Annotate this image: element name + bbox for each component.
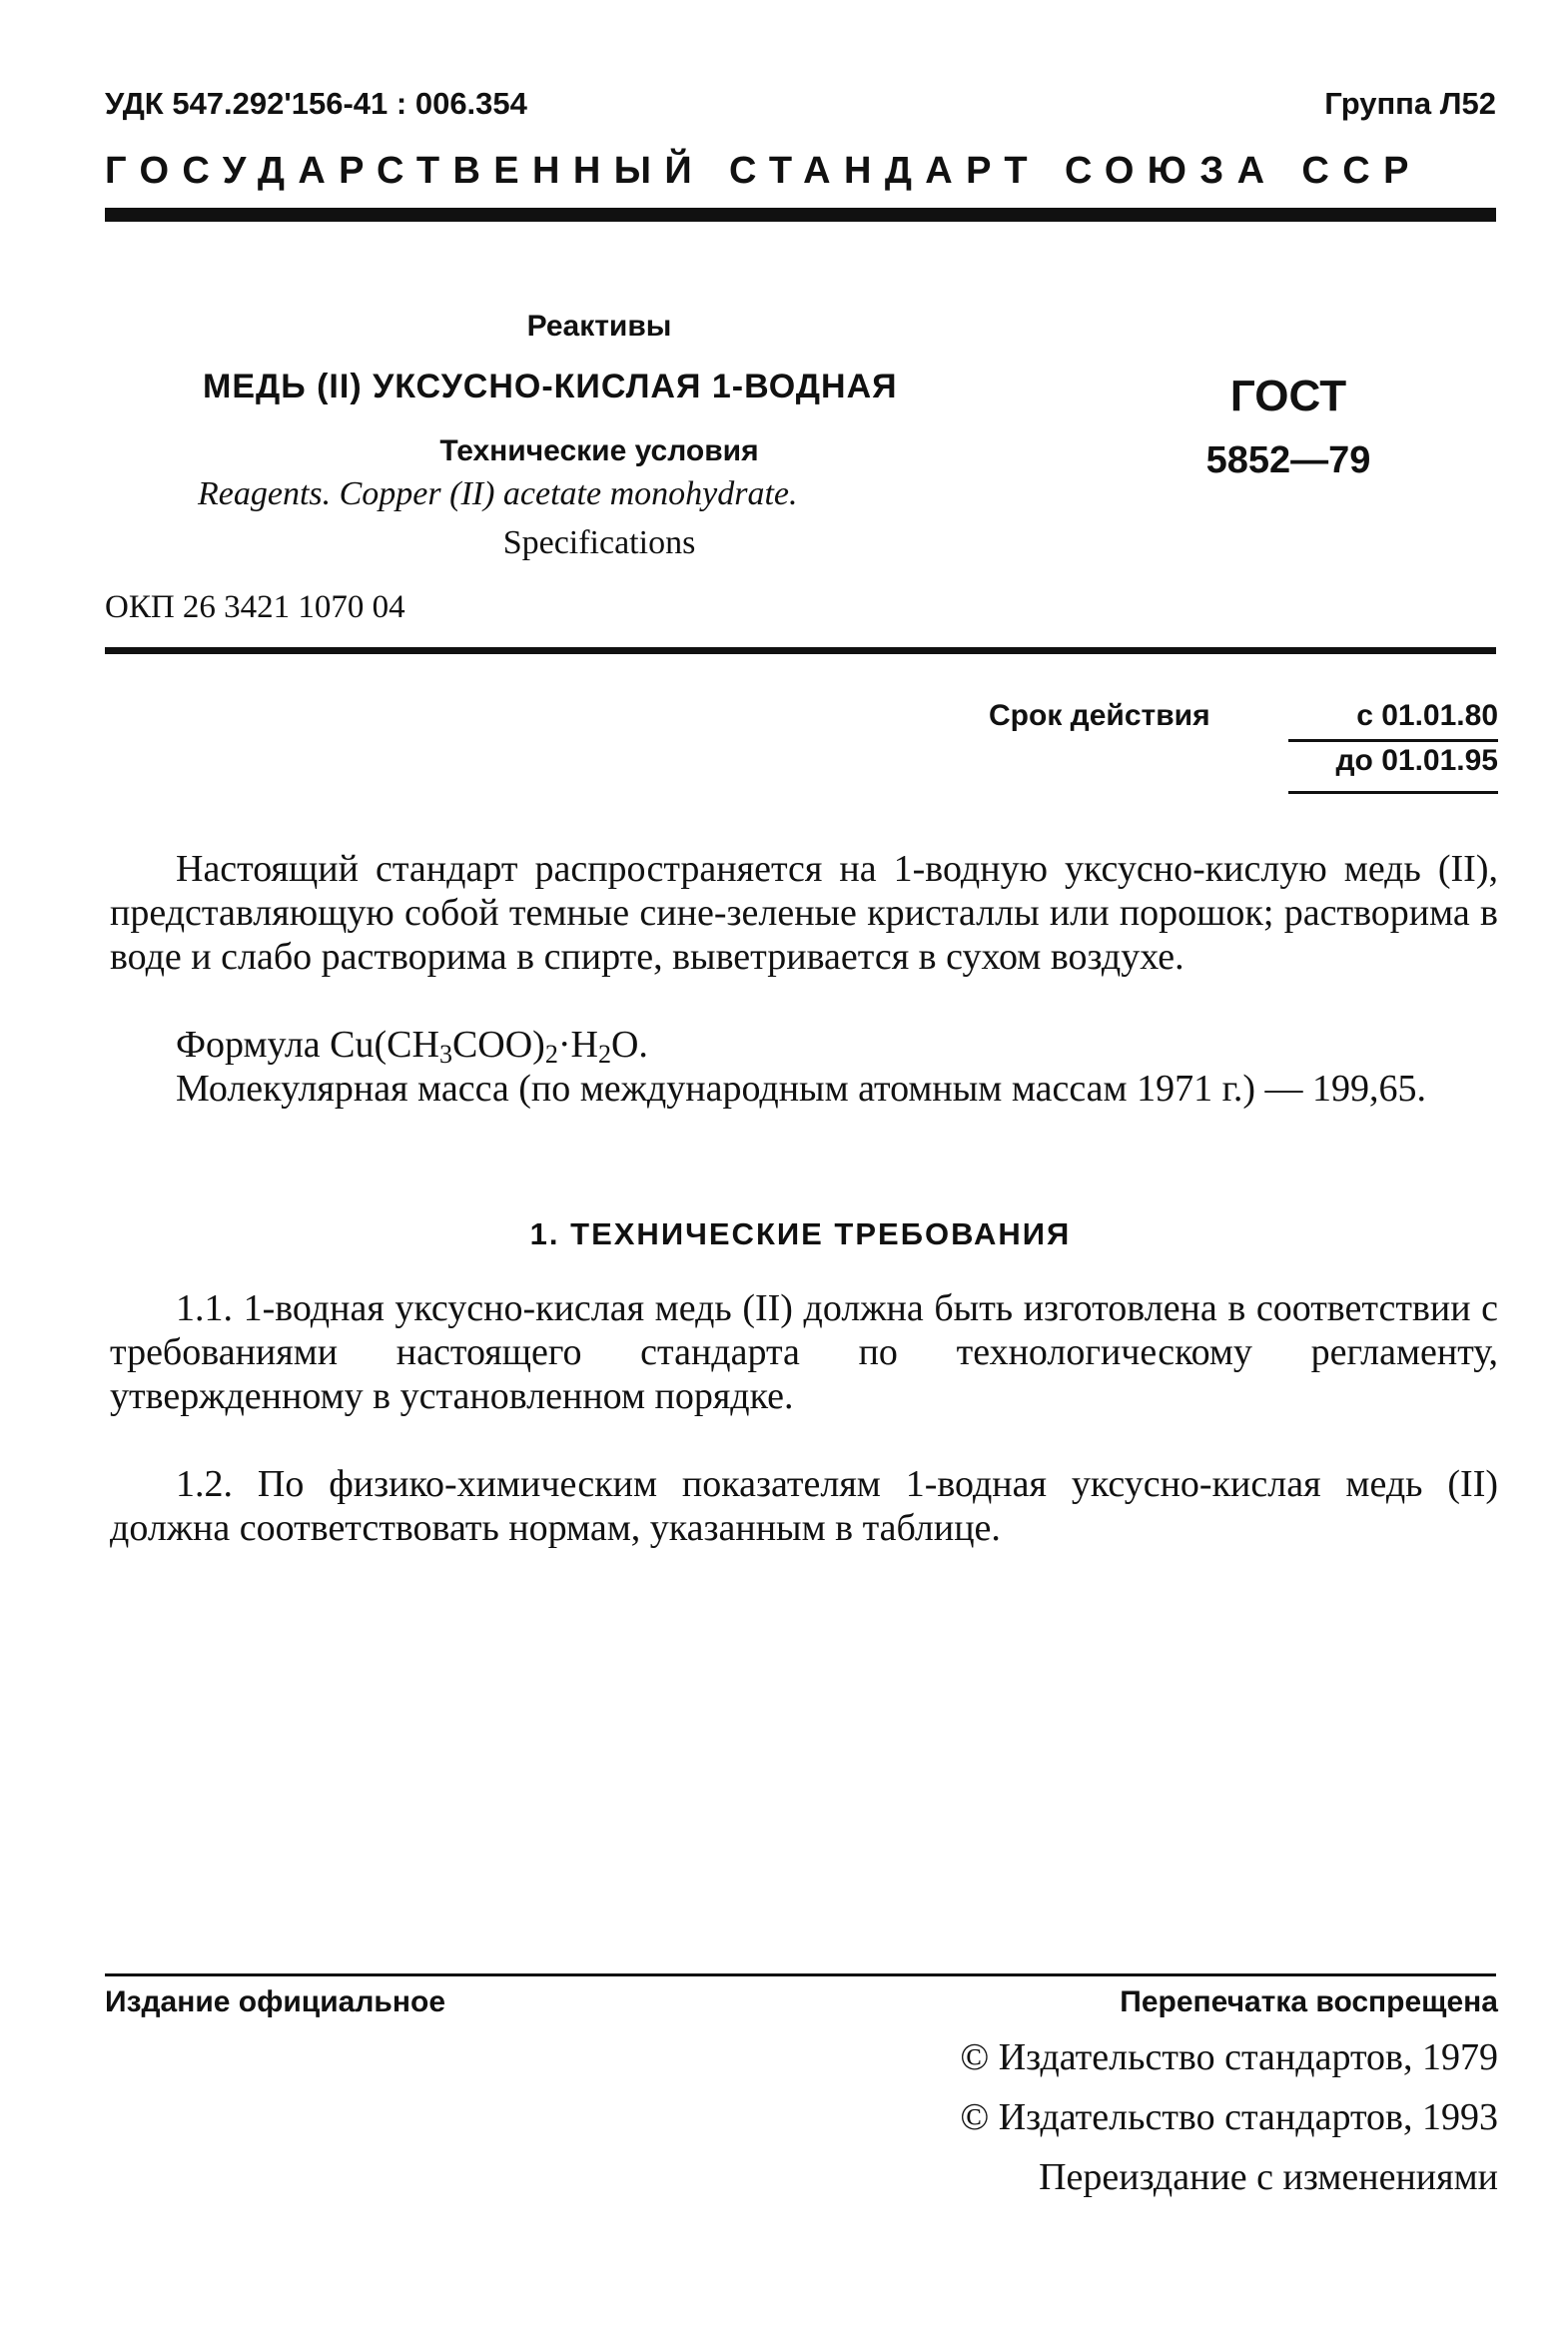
intro-paragraph: Настоящий стандарт распространяется на 1-водную уксусно-кислую медь (II), представляющую собой темные сине-зеленые кристаллы или порошок; растворима в воде и слабо растворима в спирте, выветривается в сухом воздухе. — [110, 848, 1498, 978]
clause-1-2: 1.2. По физико-химическим показателям 1-водная уксусно-кислая медь (II) должна соответствовать нормам, указанным в таблице. — [110, 1463, 1498, 1549]
reissue-note: Переиздание с изменениями — [1039, 2156, 1498, 2198]
copyright-1993: © Издательство стандартов, 1993 — [960, 2096, 1498, 2138]
reprint-notice: Перепечатка воспрещена — [1120, 1985, 1498, 2018]
footer-rule — [105, 1973, 1496, 1976]
okp-code: ОКП 26 3421 1070 04 — [105, 589, 405, 625]
document-title: МЕДЬ (II) УКСУСНО-КИСЛАЯ 1-ВОДНАЯ — [203, 368, 898, 405]
official-edition: Издание официальное — [105, 1985, 446, 2018]
validity-from: с 01.01.80 — [1356, 699, 1498, 732]
gost-label: ГОСТ — [1229, 372, 1347, 420]
document-subtitle: Технические условия — [439, 434, 759, 467]
copyright-1979: © Издательство стандартов, 1979 — [960, 2036, 1498, 2078]
clause-1-1: 1.1. 1-водная уксусно-кислая медь (II) должна быть изготовлена в соответствии с требованиями настоящего стандарта по технологическому регламенту, утвержденному в установленном порядке. — [110, 1287, 1498, 1417]
banner-rule — [105, 208, 1496, 222]
title-rule — [105, 647, 1496, 654]
udk-code: УДК 547.292'156-41 : 006.354 — [105, 86, 527, 121]
section-title: 1. ТЕХНИЧЕСКИЕ ТРЕБОВАНИЯ — [529, 1216, 1072, 1251]
validity-to: до 01.01.95 — [1335, 744, 1498, 777]
validity-label: Срок действия — [989, 699, 1210, 732]
standard-banner: ГОСУДАРСТВЕННЫЙ СТАНДАРТ СОЮЗА ССР — [105, 150, 1422, 192]
validity-divider — [1288, 739, 1498, 742]
validity-underline — [1288, 791, 1498, 794]
category-label: Реактивы — [526, 310, 672, 343]
formula-line: Формула $Cu(CH_3COO)_2\cdot H_2O$. — [176, 1024, 648, 1069]
molar-mass: Молекулярная масса (по международным атомным массам 1971 г.) — 199,65. — [176, 1068, 1427, 1110]
group-code: Группа Л52 — [1324, 86, 1496, 121]
english-title: Reagents. Copper (II) acetate monohydrate. — [198, 475, 798, 512]
english-subtitle: Specifications — [502, 524, 696, 561]
gost-number: 5852—79 — [1205, 439, 1371, 481]
